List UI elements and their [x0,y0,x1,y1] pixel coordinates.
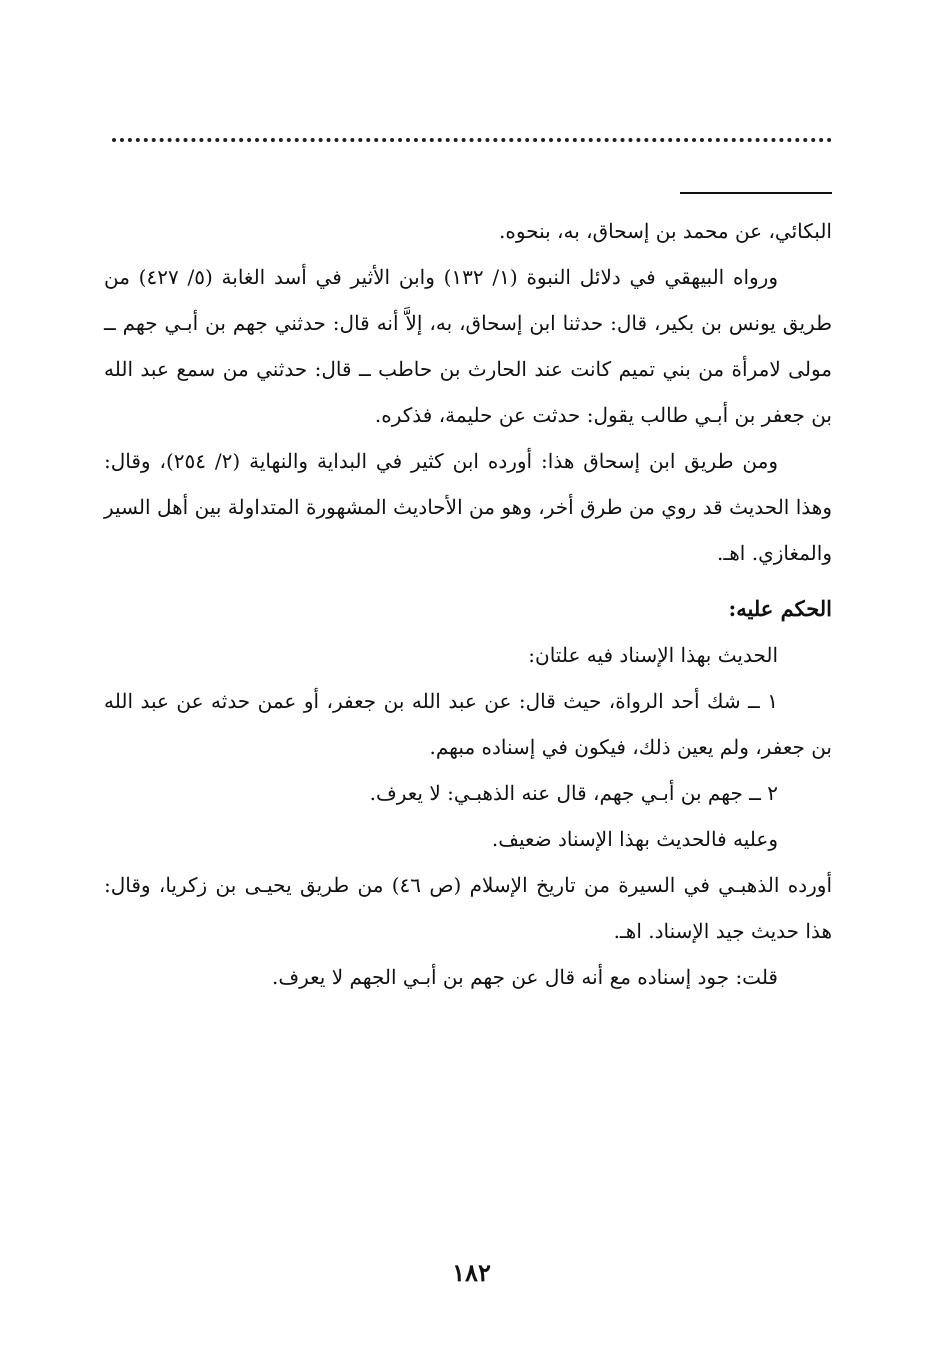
footnote-separator [680,192,832,194]
page-content [104,208,832,1000]
author-note: قلت: جود إسناده مع أنه قال عن جهم بن أبـي الجهم لا يعرف. [272,965,778,989]
ruling-reason-2: ٢ ــ جهم بن أبـي جهم، قال عنه الذهبـي: لا يعرف. [369,781,778,805]
dotted-separator [112,138,832,142]
footnote-paragraph-3: ومن طريق ابن إسحاق هذا: أورده ابن كثير في البداية والنهاية (٢/ ٢٥٤)، وقال: وهذا الحديث قد روي من طرق أخر، وهو من الأحاديث المشهورة المتداولة بين أهل السير والمغازي. اهـ. [104,449,832,565]
footnote-paragraph-1: البكائي، عن محمد بن إسحاق، به، بنحوه. [498,219,832,243]
ruling-heading: الحكم عليه: [728,596,832,621]
ruling-reason-1: ١ ــ شك أحد الرواة، حيث قال: عن عبد الله بن جعفر، أو عمن حدثه عن عبد الله بن جعفر، ولم يعين ذلك، فيكون في إسناده مبهم. [104,689,832,759]
footnote-paragraph-2: ورواه البيهقي في دلائل النبوة (١/ ١٣٢) وابن الأثير في أسد الغابة (٥/ ٤٢٧) من طريق يونس بن بكير، قال: حدثنا ابن إسحاق، به، إلاَّ أنه قال: حدثني جهم بن أبـي جهم ــ مولى لامرأة من بني تميم كانت عند الحارث بن حاطب ــ قال: حدثني من سمع عبد الله بن جعفر بن أبـي طالب يقول: حدثت عن حليمة، فذكره. [104,265,832,427]
ruling-intro: الحديث بهذا الإسناد فيه علتان: [528,643,778,667]
ruling-conclusion: وعليه فالحديث بهذا الإسناد ضعيف. [491,827,778,851]
dhahabi-citation: أورده الذهبـي في السيرة من تاريخ الإسلام (ص ٤٦) من طريق يحيـى بن زكريا، وقال: هذا حديث جيد الإسناد. اهـ. [104,873,833,943]
page-number: ١٨٢ [452,1258,491,1287]
